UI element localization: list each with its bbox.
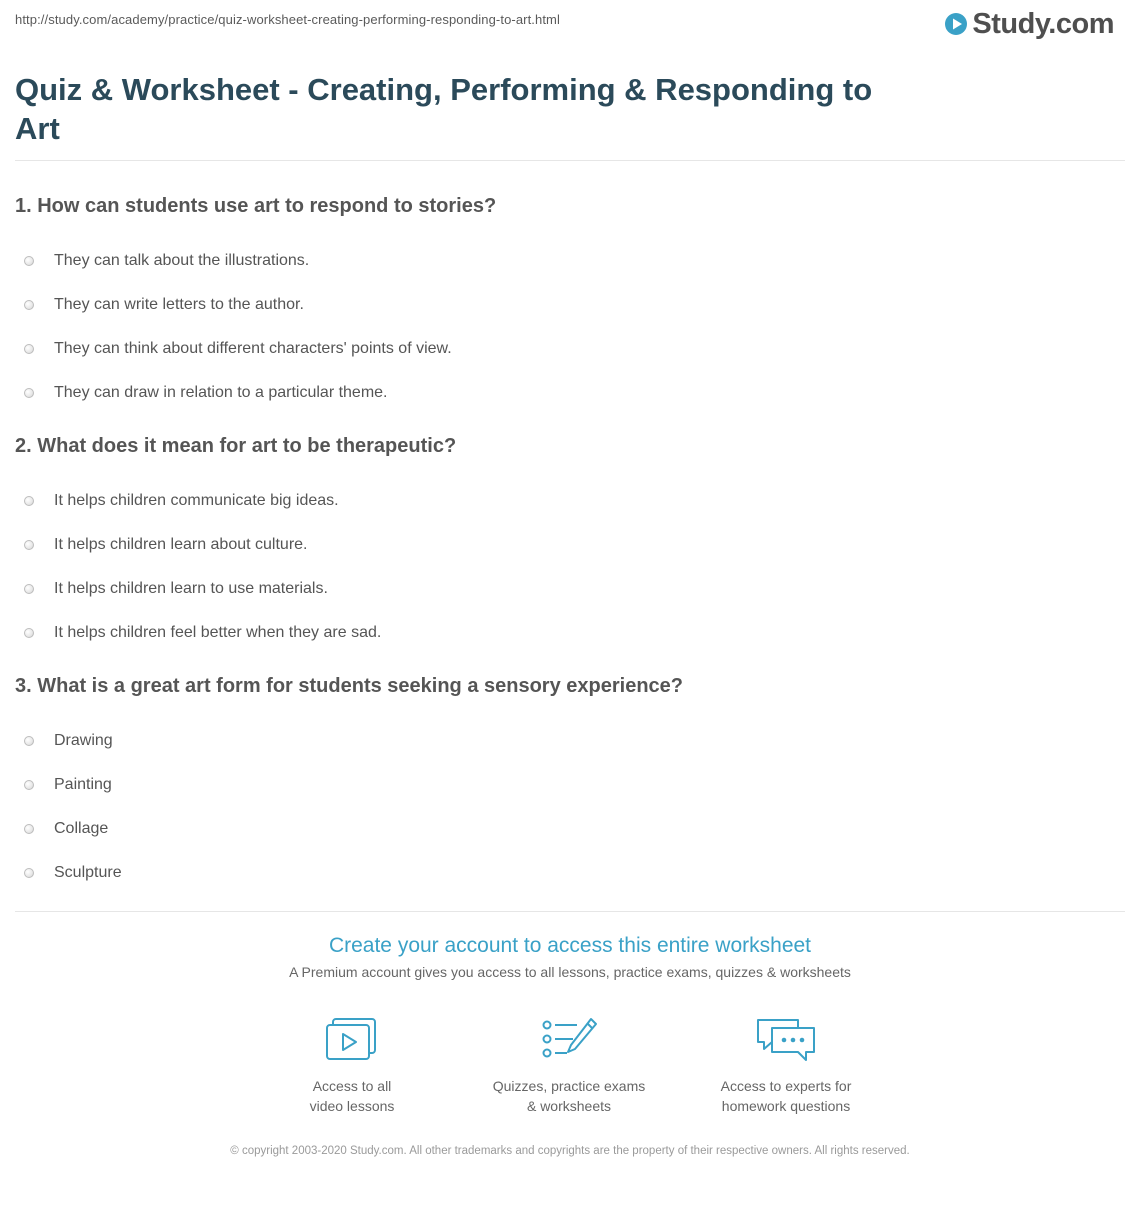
create-account-link[interactable]: Create your account to access this entire worksheet	[328, 934, 812, 957]
answer-label: Painting	[54, 776, 112, 793]
radio-button-icon[interactable]	[24, 824, 34, 834]
answer-option[interactable]	[15, 381, 388, 405]
radio-button-icon[interactable]	[24, 388, 34, 398]
answer-option[interactable]	[15, 773, 112, 797]
answer-option[interactable]	[15, 729, 113, 753]
radio-button-icon[interactable]	[24, 300, 34, 310]
answer-label: Drawing	[54, 732, 113, 749]
answer-label: They can write letters to the author.	[54, 296, 304, 313]
radio-button-icon[interactable]	[24, 628, 34, 638]
answer-label: They can think about different characters' points of view.	[54, 340, 452, 357]
study-logo[interactable]	[944, 6, 1114, 42]
feature-line-2: & worksheets	[526, 1098, 612, 1114]
answer-label: Sculpture	[54, 864, 122, 881]
radio-button-icon[interactable]	[24, 344, 34, 354]
answer-option[interactable]	[15, 533, 307, 557]
promo-divider	[15, 911, 1125, 912]
answer-option[interactable]	[15, 293, 304, 317]
question-text: 2. What does it mean for art to be therapeutic?	[15, 435, 457, 457]
feature-line-1: Quizzes, practice exams	[492, 1078, 646, 1094]
question-1	[15, 194, 1115, 401]
answer-option[interactable]	[15, 861, 122, 885]
feature-video-lessons	[252, 1016, 452, 1116]
page-url[interactable]: http://study.com/academy/practice/quiz-worksheet-creating-performing-responding-to-art.html	[15, 12, 560, 27]
radio-button-icon[interactable]	[24, 780, 34, 790]
page-title: Quiz & Worksheet - Creating, Performing & Responding to Art	[15, 72, 873, 146]
feature-label	[686, 1076, 886, 1116]
answer-option[interactable]	[15, 621, 381, 645]
video-lessons-icon	[324, 1016, 380, 1064]
answer-label: It helps children communicate big ideas.	[54, 492, 339, 509]
quiz-checklist-icon	[539, 1016, 599, 1064]
question-2	[15, 434, 1115, 641]
question-3	[15, 674, 1115, 881]
feature-line-2: video lessons	[309, 1098, 395, 1114]
answer-label: They can draw in relation to a particular theme.	[54, 384, 388, 401]
answer-option[interactable]	[15, 577, 328, 601]
radio-button-icon[interactable]	[24, 496, 34, 506]
radio-button-icon[interactable]	[24, 584, 34, 594]
feature-label	[252, 1076, 452, 1116]
feature-quizzes	[469, 1016, 669, 1116]
copyright-footer: © copyright 2003-2020 Study.com. All other trademarks and copyrights are the property of their respective owners. All rights reserved.	[230, 1145, 910, 1157]
play-logo-icon	[944, 12, 968, 36]
answer-option[interactable]	[15, 337, 452, 361]
feature-line-1: Access to experts for	[720, 1078, 852, 1094]
answer-label: It helps children learn to use materials.	[54, 580, 328, 597]
chat-bubbles-icon	[754, 1016, 818, 1064]
question-text: 3. What is a great art form for students seeking a sensory experience?	[15, 675, 683, 697]
answer-label: It helps children feel better when they are sad.	[54, 624, 382, 641]
answer-label: Collage	[54, 820, 109, 837]
radio-button-icon[interactable]	[24, 868, 34, 878]
answer-option[interactable]	[15, 249, 309, 273]
top-bar	[0, 0, 1140, 50]
promo-subtitle: A Premium account gives you access to all lessons, practice exams, quizzes & worksheets	[289, 964, 851, 980]
feature-label	[469, 1076, 669, 1116]
answer-label: It helps children learn about culture.	[54, 536, 308, 553]
feature-line-1: Access to all	[312, 1078, 392, 1094]
radio-button-icon[interactable]	[24, 256, 34, 266]
radio-button-icon[interactable]	[24, 736, 34, 746]
feature-line-2: homework questions	[721, 1098, 851, 1114]
answer-option[interactable]	[15, 489, 339, 513]
title-divider	[15, 160, 1125, 161]
answer-option[interactable]	[15, 817, 108, 841]
answer-label: They can talk about the illustrations.	[54, 252, 310, 269]
question-text: 1. How can students use art to respond to stories?	[15, 195, 497, 217]
feature-experts	[686, 1016, 886, 1116]
logo-text: Study.com	[972, 7, 1114, 40]
radio-button-icon[interactable]	[24, 540, 34, 550]
